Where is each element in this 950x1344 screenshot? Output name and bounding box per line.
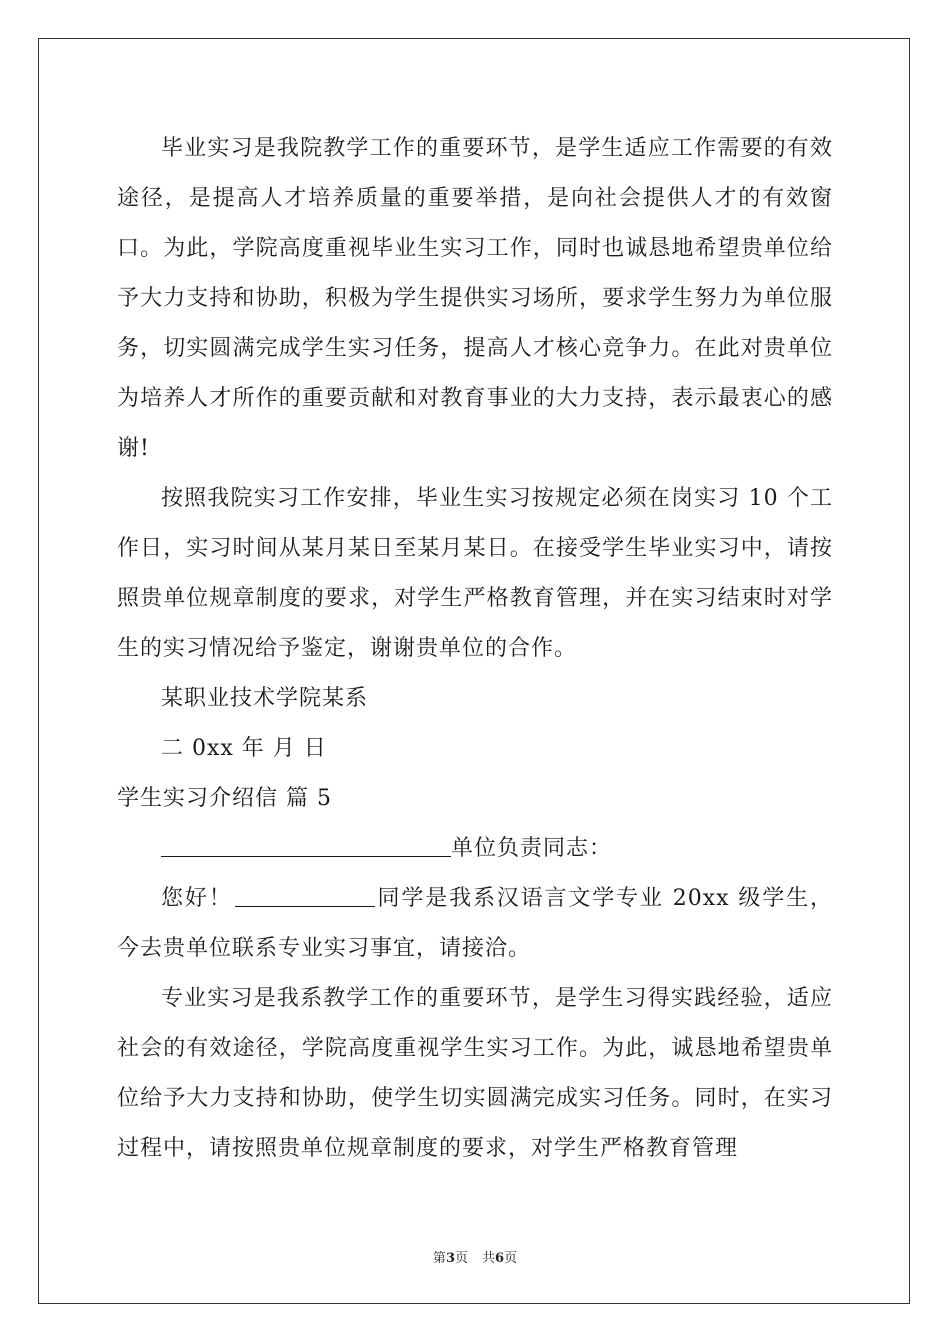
signature-organization: 某职业技术学院某系 [161, 686, 369, 711]
total-label-suffix: 页 [504, 1251, 518, 1266]
student-name-blank [235, 884, 375, 907]
total-label-prefix: 共 [482, 1251, 496, 1266]
salutation-text: 单位负责同志： [451, 836, 613, 861]
page-label-prefix: 第 [432, 1251, 446, 1266]
signature-date: 二 0xx 年 月 日 [161, 736, 327, 761]
page-footer [0, 1247, 950, 1266]
section-title: 学生实习介绍信 篇 5 [117, 786, 332, 811]
document-body [117, 124, 833, 1174]
page-total: 6 [495, 1251, 505, 1266]
page-label-mid: 页 [454, 1251, 468, 1266]
unit-name-blank [161, 834, 451, 857]
paragraph-professional-internship: 专业实习是我系教学工作的重要环节，是学生习得实践经验，适应社会的有效途径，学院高度重视学生实习工作。为此，诚恳地希望贵单位给予大力支持和协助，使学生切实圆满完成实习任务。同时，在实习过程中，请按照贵单位规章制度的要求，对学生严格教育管理 [117, 986, 833, 1161]
paragraph-greeting [117, 874, 833, 974]
paragraph-gratitude: 毕业实习是我院教学工作的重要环节，是学生适应工作需要的有效途径，是提高人才培养质量的重要举措，是向社会提供人才的有效窗口。为此，学院高度重视毕业生实习工作，同时也诚恳地希望贵单位给予大力支持和协助，积极为学生提供实习场所，要求学生努力为单位服务，切实圆满完成学生实习任务，提高人才核心竞争力。在此对贵单位为培养人才所作的重要贡献和对教育事业的大力支持，表示最衷心的感谢! [117, 136, 833, 461]
page-current: 3 [445, 1251, 455, 1266]
greeting-text: 同学是我系汉语言文学专业 20xx 级学生，今去贵单位联系专业实习事宜，请接洽。 [117, 886, 833, 961]
paragraph-internship-arrangement: 按照我院实习工作安排，毕业生实习按规定必须在岗实习 10 个工作日，实习时间从某月某日至某月某日。在接受学生毕业实习中，请按照贵单位规章制度的要求，对学生严格教育管理，并在实习结束时对学生的实习情况给予鉴定，谢谢贵单位的合作。 [117, 486, 833, 661]
salutation-line [117, 824, 833, 874]
greeting-prefix: 您好！ [161, 886, 233, 911]
